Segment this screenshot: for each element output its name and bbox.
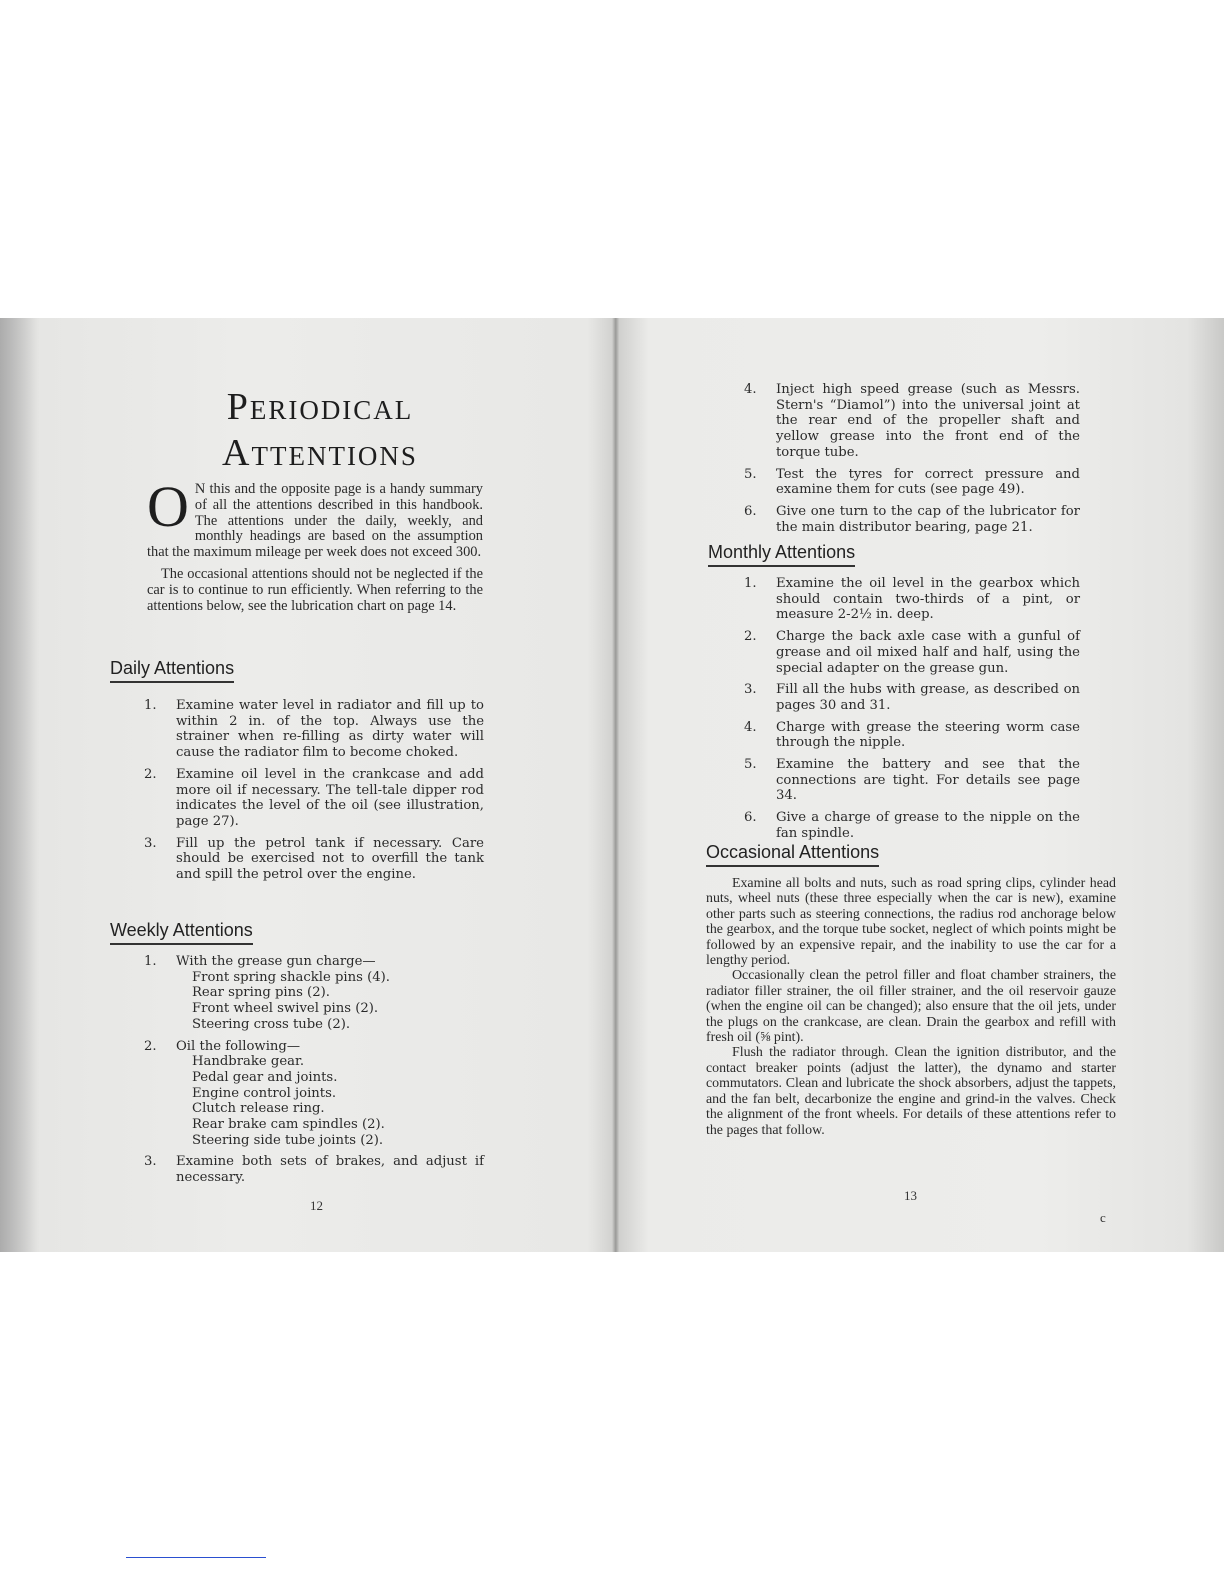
page-number-left: 12 bbox=[310, 1198, 323, 1213]
item-number: 1. bbox=[744, 576, 757, 591]
daily-heading: Daily Attentions bbox=[110, 658, 234, 683]
item-number: 4. bbox=[744, 719, 757, 735]
item-number: 5. bbox=[744, 466, 757, 482]
list-item bbox=[744, 629, 1080, 676]
daily-list bbox=[144, 698, 484, 889]
occasional-paragraph-3: Flush the radiator through. Clean the ignition distributor, and the contact breaker points (adjust the latter), the dynamo and starter commutators. Clean and lubricate the shock absorbers, adjust the tappets, and the fan belt, decarbonize the engine and grind-in the valves. Check the alignment of the front wheels. For details of these attentions refer to the pages that follow. bbox=[706, 1045, 1116, 1138]
item-number: 1. bbox=[144, 698, 157, 713]
sub-item: Rear spring pins (2). bbox=[192, 985, 330, 1001]
weekly-list bbox=[144, 954, 484, 1192]
signature-mark: c bbox=[1100, 1210, 1106, 1225]
list-item bbox=[744, 504, 1080, 535]
item-number: 6. bbox=[744, 810, 757, 826]
item-text: Test the tyres for correct pressure and examine them for cuts (see page 49). bbox=[776, 466, 1080, 498]
item-text: Fill all the hubs with grease, as described on pages 30 and 31. bbox=[776, 682, 1080, 713]
list-item bbox=[144, 698, 484, 761]
occasional-paragraph-2: Occasionally clean the petrol filler and float chamber strainers, the radiator filler strainer, the oil filler strainer, and the oil reservoir gauze (when the engine oil can be changed); also ensure that the oil jets, under the plugs on the crankcase, are clean. Drain the gearbox and refill with fresh oil (⅝ pint). bbox=[706, 968, 1116, 1046]
item-number: 2. bbox=[144, 766, 157, 782]
sub-item: Pedal gear and joints. bbox=[192, 1069, 338, 1085]
sub-item: Front spring shackle pins (4). bbox=[192, 969, 390, 985]
intro-text bbox=[147, 474, 483, 620]
item-text: Charge the back axle case with a gunful of grease and oil mixed half and half, using the special adapter on the grease gun. bbox=[776, 629, 1080, 676]
sub-item: Clutch release ring. bbox=[192, 1101, 325, 1117]
list-item bbox=[144, 1154, 484, 1185]
sub-item: Steering cross tube (2). bbox=[192, 1016, 351, 1032]
item-text: With the grease gun charge— bbox=[176, 954, 376, 969]
list-item bbox=[744, 576, 1080, 623]
list-item bbox=[744, 757, 1080, 804]
intro-paragraph-1: N this and the opposite page is a handy summary of all the attentions described in this handbook. The attentions under the daily, weekly, and monthly headings are based on the assumption that the maximum mileage per week does not exceed 300. bbox=[147, 481, 483, 561]
item-number: 2. bbox=[744, 629, 757, 645]
list-item bbox=[744, 810, 1080, 841]
item-text: Give one turn to the cap of the lubricator for the main distributor bearing, page 21. bbox=[776, 503, 1080, 535]
item-number: 3. bbox=[144, 1154, 157, 1170]
item-text: Examine the oil level in the gearbox which should contain two-thirds of a pint, or measure 2-2½ in. deep. bbox=[776, 576, 1080, 623]
occasional-paragraph-1: Examine all bolts and nuts, such as road spring clips, cylinder head nuts, wheel nuts (these three especially when the car is new), examine other parts such as steering connections, the radius rod anchorage below the gearbox, and the torque tube socket, neglect of which points might be followed by an expensive repair, and the inability to use the car for a lengthy period. bbox=[706, 876, 1116, 969]
item-number: 5. bbox=[744, 757, 757, 773]
list-item bbox=[144, 767, 484, 830]
list-item bbox=[744, 682, 1080, 713]
sub-item: Handbrake gear. bbox=[192, 1054, 305, 1070]
item-text: Fill up the petrol tank if necessary. Care should be exercised not to overfill the tank and spill the petrol over the engine. bbox=[176, 835, 484, 883]
item-text: Examine oil level in the crankcase and add more oil if necessary. The tell-tale dipper rod indicates the level of the oil (see illustration, page 27). bbox=[176, 766, 484, 829]
item-text: Charge with grease the steering worm case through the nipple. bbox=[776, 719, 1080, 751]
weekly-continued-list bbox=[744, 382, 1080, 541]
page-title bbox=[110, 384, 530, 476]
list-item bbox=[744, 467, 1080, 498]
occasional-heading: Occasional Attentions bbox=[706, 842, 879, 867]
list-item bbox=[144, 954, 484, 1033]
item-number: 6. bbox=[744, 503, 757, 519]
list-item bbox=[744, 720, 1080, 751]
title-line-1: Periodical bbox=[226, 386, 414, 428]
monthly-list bbox=[744, 576, 1080, 848]
title-line-2: Attentions bbox=[222, 432, 418, 474]
item-number: 2. bbox=[144, 1038, 157, 1054]
left-page bbox=[0, 318, 614, 1252]
item-number: 3. bbox=[744, 682, 757, 698]
sub-item: Rear brake cam spindles (2). bbox=[192, 1117, 385, 1133]
book-spread bbox=[0, 318, 1224, 1252]
list-item bbox=[744, 382, 1080, 461]
intro-paragraph-2: The occasional attentions should not be neglected if the car is to continue to run efficiently. When referring to the attentions below, see the lubrication chart on page 14. bbox=[147, 565, 483, 614]
item-text: Examine both sets of brakes, and adjust if necessary. bbox=[176, 1154, 484, 1186]
sub-item: Front wheel swivel pins (2). bbox=[192, 1001, 379, 1017]
weekly-heading: Weekly Attentions bbox=[110, 920, 253, 945]
item-text: Examine the battery and see that the connections are tight. For details see page 34. bbox=[776, 757, 1080, 804]
occasional-text bbox=[706, 876, 1116, 1138]
item-number: 4. bbox=[744, 382, 757, 397]
list-item bbox=[144, 836, 484, 883]
item-text: Give a charge of grease to the nipple on the fan spindle. bbox=[776, 810, 1080, 841]
page-number-right: 13 bbox=[904, 1188, 917, 1203]
drop-cap: O bbox=[147, 474, 189, 539]
item-text: Inject high speed grease (such as Messrs. Stern's “Diamol”) into the universal joint at the rear end of the propeller shaft and yellow grease into the front end of the torque tube. bbox=[776, 382, 1080, 460]
sub-item: Steering side tube joints (2). bbox=[192, 1132, 384, 1148]
sub-item: Engine control joints. bbox=[192, 1085, 337, 1101]
monthly-heading: Monthly Attentions bbox=[708, 542, 855, 567]
item-text: Examine water level in radiator and fill up to within 2 in. of the top. Always use the strainer when re-filling as dirty water will cause the radiator film to become choked. bbox=[176, 698, 484, 761]
footer-rule bbox=[126, 1557, 266, 1558]
item-number: 3. bbox=[144, 835, 157, 851]
item-number: 1. bbox=[144, 954, 157, 969]
list-item bbox=[144, 1039, 484, 1149]
item-text: Oil the following— bbox=[176, 1038, 301, 1054]
